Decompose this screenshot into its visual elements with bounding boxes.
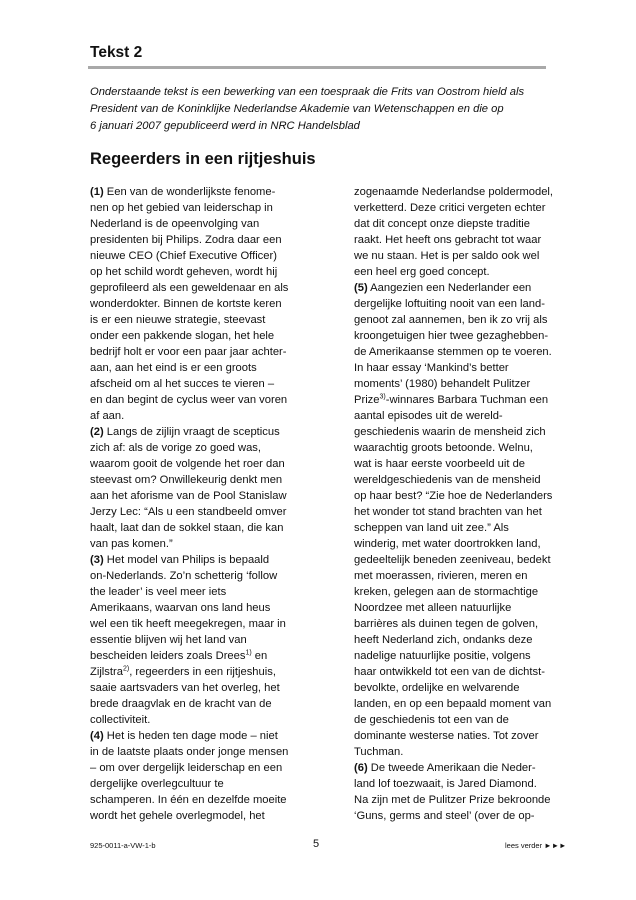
line-text: we nu staan. Het is per saldo ook wel xyxy=(354,250,540,262)
line-text: aantal episodes uit de wereld- xyxy=(354,410,503,422)
text-line xyxy=(90,680,328,696)
text-line xyxy=(354,280,554,296)
line-text: genoot zal aannemen, ben ik zo vrij als xyxy=(354,314,548,326)
paragraph-number: (1) xyxy=(90,186,104,198)
line-text: haar ontwikkeld tot een van de dichtst- xyxy=(354,666,545,678)
text-line xyxy=(90,328,328,344)
text-line xyxy=(354,440,554,456)
line-text: zogenaamde Nederlandse poldermodel, xyxy=(354,186,554,198)
text-line xyxy=(90,200,328,216)
text-line xyxy=(90,424,328,440)
line-text: Een van de wonderlijkste fenome- xyxy=(103,186,276,198)
text-line xyxy=(90,344,328,360)
line-text: winderig, met water doortrokken land, xyxy=(354,538,541,550)
line-text: onder een pakkende slogan, het hele xyxy=(90,330,275,342)
line-text: afscheid om al het succes te vieren – xyxy=(90,378,275,390)
line-text: Jerzy Lec: “Als u een standbeeld omver xyxy=(90,506,287,518)
text-line xyxy=(90,232,328,248)
intro-line: President van de Koninklijke Nederlandse Akademie van Wetenschappen en die op xyxy=(90,103,504,115)
line-text: – om over dergelijk leiderschap en een xyxy=(90,762,283,774)
line-text: Zijlstra xyxy=(90,666,123,678)
text-line xyxy=(354,536,554,552)
text-line xyxy=(90,184,328,200)
line-text: steevast om? Onwillekeurig denkt men xyxy=(90,474,283,486)
footnote-marker: 1) xyxy=(245,649,252,657)
text-line xyxy=(354,296,554,312)
line-text: Het is heden ten dage mode – niet xyxy=(103,730,278,742)
line-text: Nederland is de opeenvolging van xyxy=(90,218,260,230)
text-line xyxy=(90,408,328,424)
line-text: saaie aartsvaders van het overleg, het xyxy=(90,682,280,694)
line-text: wereldgeschiedenis van de mensheid xyxy=(354,474,541,486)
text-line xyxy=(354,664,554,680)
line-text: gedeeltelijk beneden zeeniveau, bedekt xyxy=(354,554,551,566)
line-text: kreken, gelegen aan de stormachtige xyxy=(354,586,539,598)
line-text: wonderdokter. Binnen de kortste keren xyxy=(90,298,282,310)
text-line xyxy=(354,504,554,520)
text-line xyxy=(354,488,554,504)
text-line xyxy=(354,360,554,376)
line-text: brede draagvlak en de kracht van de xyxy=(90,698,272,710)
text-line xyxy=(90,792,328,808)
text-line xyxy=(90,776,328,792)
text-line xyxy=(90,488,328,504)
paragraph-number: (2) xyxy=(90,426,104,438)
line-text: nieuwe CEO (Chief Executive Officer) xyxy=(90,250,277,262)
text-line xyxy=(90,664,328,680)
line-text: barrières als duinen tegen de golven, xyxy=(354,618,539,630)
text-line xyxy=(354,264,554,280)
text-line xyxy=(90,600,328,616)
line-text: landen, en op een bepaald moment van xyxy=(354,698,552,710)
line-text: op het schild wordt geheven, wordt hij xyxy=(90,266,278,278)
line-text: In haar essay ‘Mankind’s better xyxy=(354,362,509,374)
text-line xyxy=(354,312,554,328)
line-text: aan, aan het eind is er een groots xyxy=(90,362,257,374)
paragraph-number: (4) xyxy=(90,730,104,742)
line-text: waarom gooit de volgende het roer dan xyxy=(90,458,285,470)
text-line xyxy=(354,776,554,792)
line-text: ‘Guns, germs and steel’ (over de op- xyxy=(354,810,535,822)
text-line xyxy=(90,392,328,408)
continue-indicator: lees verder ►►► xyxy=(505,841,567,850)
text-line xyxy=(90,376,328,392)
line-text: collectiviteit. xyxy=(90,714,151,726)
line-text: af aan. xyxy=(90,410,125,422)
text-line xyxy=(354,680,554,696)
text-line xyxy=(354,552,554,568)
text-line xyxy=(90,632,328,648)
line-text: met moerassen, rivieren, meren en xyxy=(354,570,528,582)
line-text: dergelijke loftuiting nooit van een land- xyxy=(354,298,545,310)
line-text: bescheiden leiders zoals Drees xyxy=(90,650,246,662)
exam-code: 925-0011-a-VW-1-b xyxy=(90,841,156,850)
line-text: raakt. Het heeft ons gebracht tot waar xyxy=(354,234,542,246)
line-text: en dan begint de cyclus weer van voren xyxy=(90,394,288,406)
header-divider xyxy=(88,66,546,69)
text-line xyxy=(354,728,554,744)
line-text: Na zijn met de Pulitzer Prize bekroonde xyxy=(354,794,551,806)
text-line xyxy=(354,184,554,200)
line-text: De tweede Amerikaan die Neder- xyxy=(367,762,536,774)
text-line xyxy=(354,744,554,760)
text-line xyxy=(354,520,554,536)
text-line xyxy=(354,792,554,808)
intro-text xyxy=(90,84,550,135)
text-line xyxy=(354,584,554,600)
left-column xyxy=(90,184,328,824)
page-number: 5 xyxy=(313,838,320,850)
text-line xyxy=(90,504,328,520)
text-line xyxy=(354,632,554,648)
line-text: Aangezien een Nederlander een xyxy=(367,282,532,294)
text-line xyxy=(90,584,328,600)
line-text: en xyxy=(251,650,268,662)
text-line xyxy=(354,248,554,264)
text-line xyxy=(354,392,554,408)
line-text: is er een nieuwe strategie, steevast xyxy=(90,314,266,326)
text-line xyxy=(354,232,554,248)
paragraph-number: (5) xyxy=(354,282,368,294)
line-text: bedrijf holt er voor een paar jaar achter- xyxy=(90,346,287,358)
line-text: in de laatste plaats onder jonge mensen xyxy=(90,746,289,758)
line-text: -winnares Barbara Tuchman een xyxy=(385,394,549,406)
text-line xyxy=(90,248,328,264)
text-line xyxy=(354,760,554,776)
text-line xyxy=(354,200,554,216)
paragraph-number: (3) xyxy=(90,554,104,566)
text-line xyxy=(90,744,328,760)
text-line xyxy=(90,472,328,488)
text-line xyxy=(354,408,554,424)
text-line xyxy=(90,296,328,312)
line-text: geschiedenis waarin de mensheid zich xyxy=(354,426,546,438)
text-line xyxy=(354,616,554,632)
right-column xyxy=(354,184,554,824)
line-text: Langs de zijlijn vraagt de scepticus xyxy=(103,426,280,438)
text-line xyxy=(354,472,554,488)
text-line xyxy=(354,600,554,616)
text-line xyxy=(90,616,328,632)
line-text: zich af: als de vorige zo goed was, xyxy=(90,442,262,454)
line-text: aan het aforisme van de Pool Stanislaw xyxy=(90,490,287,502)
text-line xyxy=(90,456,328,472)
line-text: dergelijke overlegcultuur te xyxy=(90,778,224,790)
line-text: waarachtig groots betoonde. Welnu, xyxy=(354,442,533,454)
text-line xyxy=(90,648,328,664)
line-text: wat is haar eerste voorbeeld uit de xyxy=(354,458,526,470)
text-line xyxy=(354,376,554,392)
text-line xyxy=(354,712,554,728)
article-title: Regeerders in een rijtjeshuis xyxy=(90,150,316,168)
text-line xyxy=(354,568,554,584)
text-line xyxy=(90,536,328,552)
text-line xyxy=(354,344,554,360)
line-text: Noordzee met alleen natuurlijke xyxy=(354,602,512,614)
line-text: presidenten bij Philips. Zodra daar een xyxy=(90,234,282,246)
text-line xyxy=(354,808,554,824)
line-text: scheppen van land uit zee.” Als xyxy=(354,522,509,534)
text-line xyxy=(90,280,328,296)
footnote-marker: 3) xyxy=(379,393,386,401)
text-line xyxy=(90,216,328,232)
text-line xyxy=(90,312,328,328)
line-text: Amerikaans, waarvan ons land heus xyxy=(90,602,271,614)
line-text: , regeerders in een rijtjeshuis, xyxy=(129,666,276,678)
text-line xyxy=(90,568,328,584)
line-text: nadelige natuurlijke positie, volgens xyxy=(354,650,531,662)
line-text: Het model van Philips is bepaald xyxy=(103,554,270,566)
line-text: wordt het gehele overlegmodel, het xyxy=(90,810,265,822)
line-text: het wonder tot stand brachten van het xyxy=(354,506,542,518)
line-text: verketterd. Deze critici vergeten echter xyxy=(354,202,546,214)
text-line xyxy=(90,728,328,744)
line-text: wel een tik heeft meegekregen, maar in xyxy=(90,618,286,630)
text-line xyxy=(354,424,554,440)
text-line xyxy=(354,648,554,664)
line-text: van pas komen.” xyxy=(90,538,173,550)
line-text: een heel erg goed concept. xyxy=(354,266,490,278)
line-text: geprofileerd als een geweldenaar en als xyxy=(90,282,289,294)
line-text: bevolkte, ordelijke en welvarende xyxy=(354,682,520,694)
line-text: nen op het gebied van leiderschap in xyxy=(90,202,273,214)
line-text: haalt, laat dan de sokkel staan, die kan xyxy=(90,522,284,534)
text-line xyxy=(90,552,328,568)
text-line xyxy=(90,712,328,728)
intro-line: Onderstaande tekst is een bewerking van een toespraak die Frits van Oostrom hield als xyxy=(90,86,525,98)
section-title: Tekst 2 xyxy=(90,44,143,61)
text-line xyxy=(354,328,554,344)
line-text: Tuchman. xyxy=(354,746,404,758)
line-text: essentie blijven wij het land van xyxy=(90,634,247,646)
line-text: de Amerikaanse stemmen op te voeren. xyxy=(354,346,552,358)
line-text: de geschiedenis tot een van de xyxy=(354,714,509,726)
text-line xyxy=(90,696,328,712)
text-line xyxy=(354,456,554,472)
text-line xyxy=(354,216,554,232)
text-line xyxy=(90,520,328,536)
line-text: dat dit concept onze diepste traditie xyxy=(354,218,531,230)
line-text: schamperen. In één en dezelfde moeite xyxy=(90,794,287,806)
line-text: Prize xyxy=(354,394,380,406)
text-line xyxy=(90,440,328,456)
line-text: moments’ (1980) behandelt Pulitzer xyxy=(354,378,531,390)
line-text: kroongetuigen hier twee gezaghebben- xyxy=(354,330,549,342)
line-text: op haar best? “Zie hoe de Nederlanders xyxy=(354,490,553,502)
line-text: land lof toezwaait, is Jared Diamond. xyxy=(354,778,537,790)
line-text: the leader’ is veel meer iets xyxy=(90,586,227,598)
text-line xyxy=(90,808,328,824)
intro-line: 6 januari 2007 gepubliceerd werd in NRC Handelsblad xyxy=(90,120,360,132)
paragraph-number: (6) xyxy=(354,762,368,774)
line-text: heeft Nederland zich, ondanks deze xyxy=(354,634,533,646)
footnote-marker: 2) xyxy=(122,665,130,673)
text-line xyxy=(354,696,554,712)
line-text: dominante westerse naties. Tot zover xyxy=(354,730,539,742)
text-line xyxy=(90,264,328,280)
text-line xyxy=(90,760,328,776)
line-text: on-Nederlands. Zo’n schetterig ‘follow xyxy=(90,570,278,582)
text-line xyxy=(90,360,328,376)
